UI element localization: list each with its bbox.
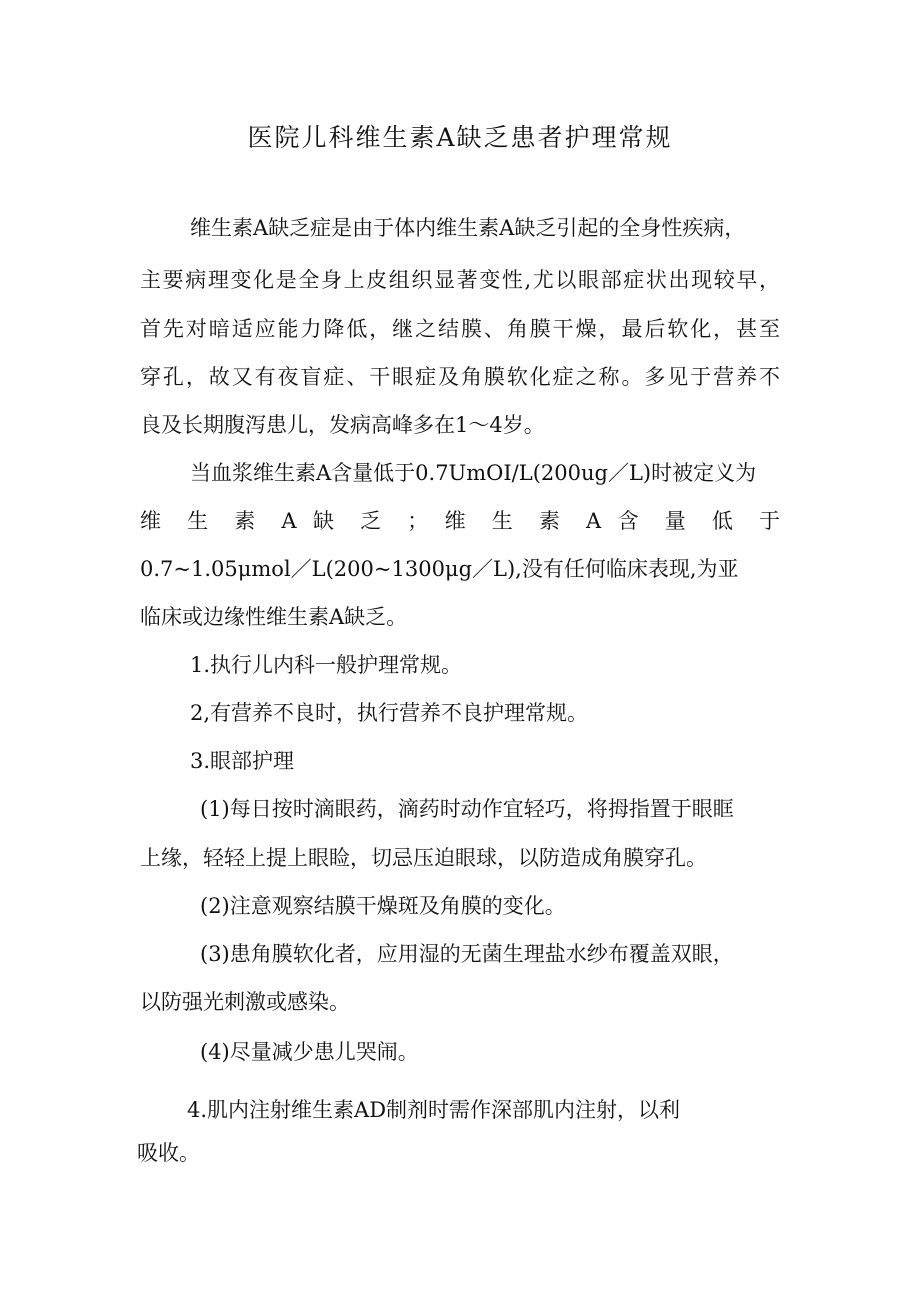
- sub-item-1-line-1: (1)每日按时滴眼药，滴药时动作宜轻巧，将拇指置于眼眶: [200, 797, 734, 821]
- document-title: 医院儿科维生素A缺乏患者护理常规: [247, 123, 673, 152]
- definition-line-3: 0.7~1.05μmol／L(200~1300μg／L),没有任何临床表现,为亚: [140, 557, 739, 581]
- sub-item-4: (4)尽量减少患儿哭闹。: [200, 1040, 419, 1064]
- item-1: 1.执行儿内科一般护理常规。: [190, 653, 463, 677]
- sub-item-1-line-2: 上缘，轻轻上提上眼睑，切忌压迫眼球，以防造成角膜穿孔。: [140, 846, 707, 870]
- item-4-line-2: 吸收。: [137, 1141, 200, 1165]
- definition-line-4: 临床或边缘性维生素A缺乏。: [140, 605, 408, 629]
- intro-line-3: 首先对暗适应能力降低，继之结膜、角膜干燥，最后软化，甚至: [140, 317, 780, 341]
- sub-item-3-line-1: (3)患角膜软化者，应用湿的无菌生理盐水纱布覆盖双眼，: [200, 942, 734, 966]
- item-2: 2,有营养不良时，执行营养不良护理常规。: [190, 701, 589, 725]
- definition-line-1: 当血浆维生素A含量低于0.7UmOI/L(200ug／L)时被定义为: [190, 461, 757, 485]
- intro-line-2: 主要病理变化是全身上皮组织显著变性,尤以眼部症状出现较早，: [140, 268, 780, 292]
- intro-line-4: 穿孔，故又有夜盲症、干眼症及角膜软化症之称。多见于营养不: [140, 365, 780, 389]
- definition-line-2: 维 生 素 A 缺 乏 ； 维 生 素 A 含 量 低 于: [140, 509, 780, 533]
- sub-item-2: (2)注意观察结膜干燥斑及角膜的变化。: [200, 894, 566, 918]
- sub-item-3-line-2: 以防强光刺激或感染。: [140, 990, 350, 1014]
- item-4-line-1: 4.肌内注射维生素AD制剂时需作深部肌内注射，以利: [187, 1098, 681, 1122]
- item-3-heading: 3.眼部护理: [190, 749, 295, 773]
- intro-line-5: 良及长期腹泻患儿，发病高峰多在1～4岁。: [140, 413, 545, 437]
- intro-line-1: 维生素A缺乏症是由于体内维生素A缺乏引起的全身性疾病，: [190, 216, 746, 240]
